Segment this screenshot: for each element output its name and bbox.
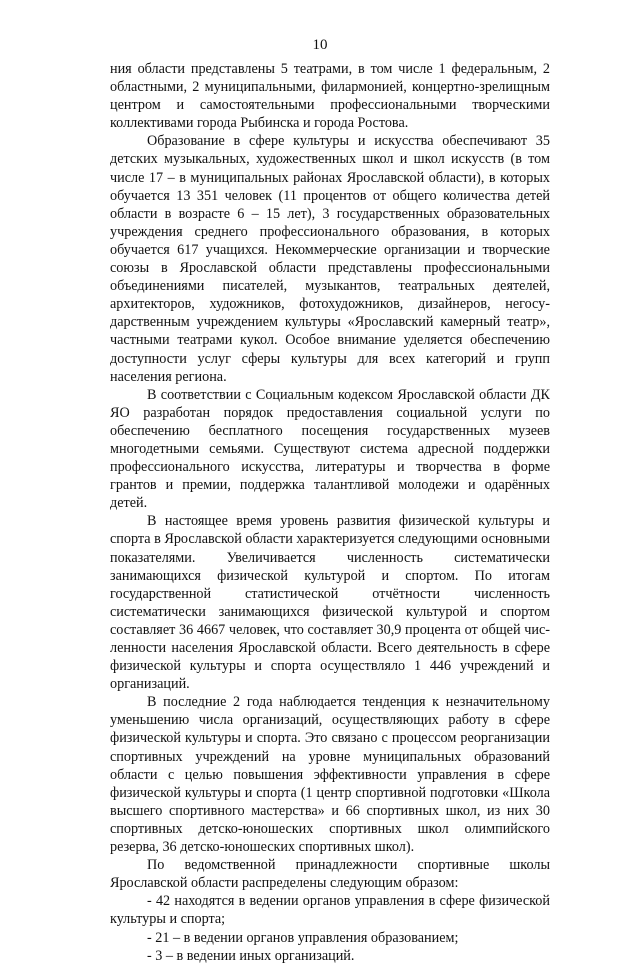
paragraph-sport-organizations: В последние 2 года наблюдается тенденция к незначительному уменьшению числа организаций, осуществляющих работу в сфере физической культуры и спорта. Это связано с процессом реорганизации спортивных учреждений на уровне муниципальных образований области с целью повышения эффективности управления в сфере физической культуры и спорта (1 центр спортивной подготовки «Школа высшего спортивного мастерства» и 66 спортивных школ, из них 30 спортивных детско-юношеских спортивных школ олимпийского резерва, 36 детско-юношеских спортивных школ). [110,694,550,856]
page-number: 10 [312,37,328,53]
paragraph-sport-development: В настоящее время уровень развития физической культуры и спорта в Ярославской области характеризуется следующими основными показателями. Увеличивается численность систематически занимающихся физической культурой и спортом. По итогам государственной статистической отчётности численность систематически занимающихся физической культурой и спортом составляет 36 4667 человек, что составляет 30,9 процента от общей численности населения Ярославской области. Всего деятельность в сфере физической культуры и спорта осуществляло 1 446 учреждений и организаций. [110,513,550,693]
paragraph-theatres: ния области представлены 5 театрами, в том числе 1 федеральным, 2 областными, 2 муниципальными, филармонией, концертно-зрелищным центром и самостоятельными профессиональными творческими коллективами города Рыбинска и города Ростова. [110,61,550,132]
paragraph-social-code: В соответствии с Социальным кодексом Ярославской области ДК ЯО разработан порядок предоставления социальной услуги по обеспечению бесплатного посещения государственных музеев многодетными семьями. Существуют система адресной поддержки профессионального искусства, литературы и творчества в форме грантов и премии, поддержка талантливой молодежи и одарённых детей. [110,386,550,512]
list-item-other-organizations: - 3 – в ведении иных организаций. [147,947,355,964]
paragraph-sport-schools: По ведомственной принадлежности спортивные школы Ярославской области распределены следующим образом: [110,857,550,892]
list-item-education-authorities: - 21 – в ведении органов управления образованием; [147,929,459,946]
document-body [110,60,550,965]
list-item-sport-authorities: - 42 находятся в ведении органов управления в сфере физической культуры и спорта; [110,893,550,928]
paragraph-culture-education: Образование в сфере культуры и искусства обеспечивают 35 детских музыкальных, художественных школ и школ искусств (в том числе 17 – в муниципальных районах Ярославской области), в которых обучается 13 351 человек (11 процентов от общего количества детей области в возрасте 6 – 15 лет), 3 государственных образовательных учреждения среднего профессионального образования, в которых обучается 617 учащихся. Некоммерческие организации и творческие союзы в Ярославской области представлены профессиональными объединениями писателей, музыкантов, театральных деятелей, архитекторов, художников, фотохудожников, дизайнеров, негосударственным учреждением культуры «Ярославский камерный театр», частными театрами кукол. Особое внимание уделяется обеспечению доступности услуг сферы культуры для всех категорий и групп населения региона. [110,133,550,385]
